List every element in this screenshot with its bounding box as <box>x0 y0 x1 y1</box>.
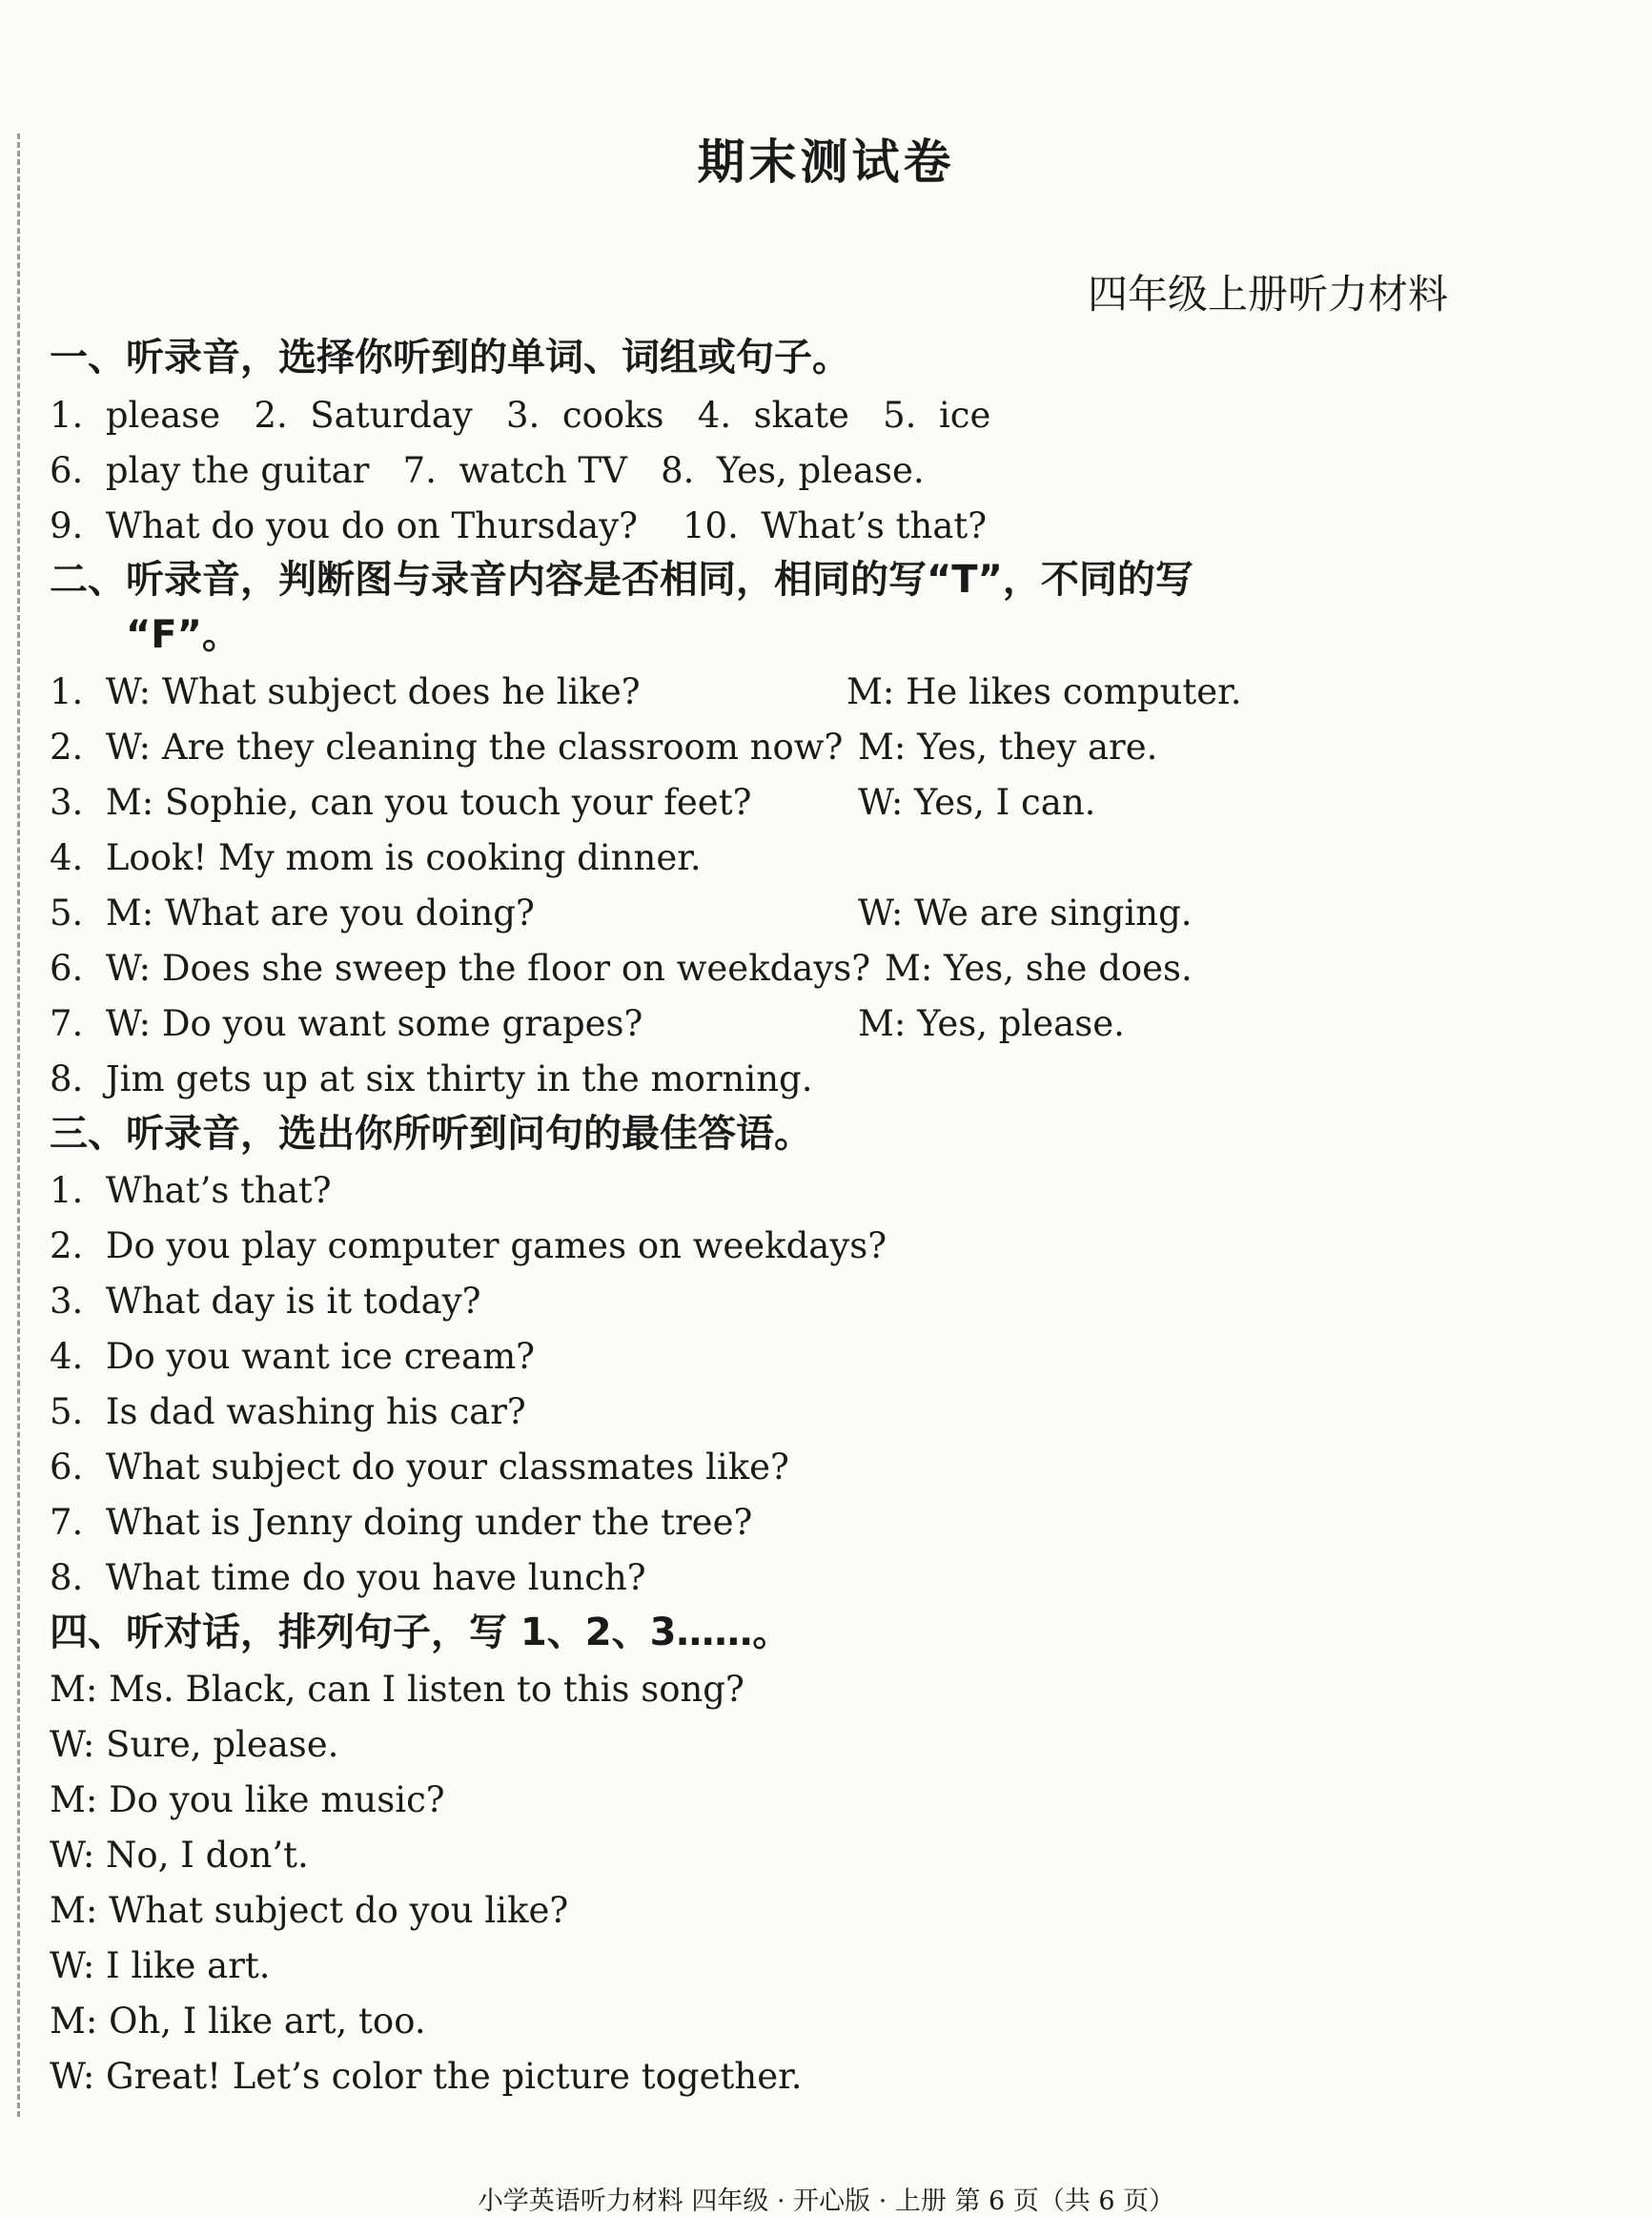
section4-line: M: Ms. Black, can I listen to this song? <box>50 1669 744 1710</box>
section2-item-q: 2. W: Are they cleaning the classroom now? <box>50 727 844 768</box>
section2-heading: 二、听录音，判断图与录音内容是否相同，相同的写“T”，不同的写 <box>50 558 1193 602</box>
section3-line: 4. Do you want ice cream? <box>50 1336 535 1377</box>
section3-line: 7. What is Jenny doing under the tree? <box>50 1502 753 1543</box>
section4-heading: 四、听对话，排列句子，写 1、2、3……。 <box>50 1611 791 1654</box>
section3-line: 5. Is dad washing his car? <box>50 1391 526 1432</box>
section1-line: 6. play the guitar 7. watch TV 8. Yes, please. <box>50 450 925 491</box>
section2-item-a: W: Yes, I can. <box>858 782 1096 823</box>
section3-line: 2. Do you play computer games on weekdays? <box>50 1225 887 1266</box>
section2-heading-cont: “F”。 <box>126 613 240 657</box>
section4-line: W: No, I don’t. <box>50 1835 309 1876</box>
section4-line: M: Oh, I like art, too. <box>50 2001 426 2042</box>
section2-item-q: 1. W: What subject does he like? <box>50 671 641 712</box>
section4-line: M: What subject do you like? <box>50 1890 569 1931</box>
binding-margin-line <box>17 133 20 2117</box>
section2-item-q: 4. Look! My mom is cooking dinner. <box>50 837 702 878</box>
page-title: 期末测试卷 <box>697 134 955 190</box>
section1-line: 9. What do you do on Thursday? 10. What’s that? <box>50 505 988 546</box>
section4-line: W: Great! Let’s color the picture together. <box>50 2056 803 2097</box>
section2-item-a: M: Yes, please. <box>858 1003 1125 1044</box>
section4-line: W: Sure, please. <box>50 1724 339 1765</box>
section3-line: 1. What’s that? <box>50 1170 332 1211</box>
section3-line: 8. What time do you have lunch? <box>50 1557 646 1598</box>
section2-item-a: M: He likes computer. <box>846 671 1242 712</box>
section2-item-q: 7. W: Do you want some grapes? <box>50 1003 643 1044</box>
section2-item-a: M: Yes, she does. <box>885 948 1193 989</box>
page-subtitle: 四年级上册听力材料 <box>1087 271 1448 318</box>
section2-item-q: 6. W: Does she sweep the floor on weekdays? <box>50 948 871 989</box>
section3-line: 3. What day is it today? <box>50 1281 481 1322</box>
section1-line: 1. please 2. Saturday 3. cooks 4. skate 5. ice <box>50 395 991 436</box>
section4-line: W: I like art. <box>50 1945 271 1986</box>
section2-item-q: 5. M: What are you doing? <box>50 893 535 934</box>
section2-item-a: W: We are singing. <box>858 893 1193 934</box>
section3-heading: 三、听录音，选出你所听到问句的最佳答语。 <box>50 1112 812 1156</box>
section2-item-q: 8. Jim gets up at six thirty in the morning. <box>50 1058 813 1099</box>
section4-line: M: Do you like music? <box>50 1779 445 1820</box>
section1-heading: 一、听录音，选择你听到的单词、词组或句子。 <box>50 336 850 380</box>
section2-item-q: 3. M: Sophie, can you touch your feet? <box>50 782 752 823</box>
section2-item-a: M: Yes, they are. <box>858 727 1158 768</box>
section3-line: 6. What subject do your classmates like? <box>50 1447 789 1488</box>
page-footer: 小学英语听力材料 四年级 · 开心版 · 上册 第 6 页（共 6 页） <box>477 2186 1175 2216</box>
